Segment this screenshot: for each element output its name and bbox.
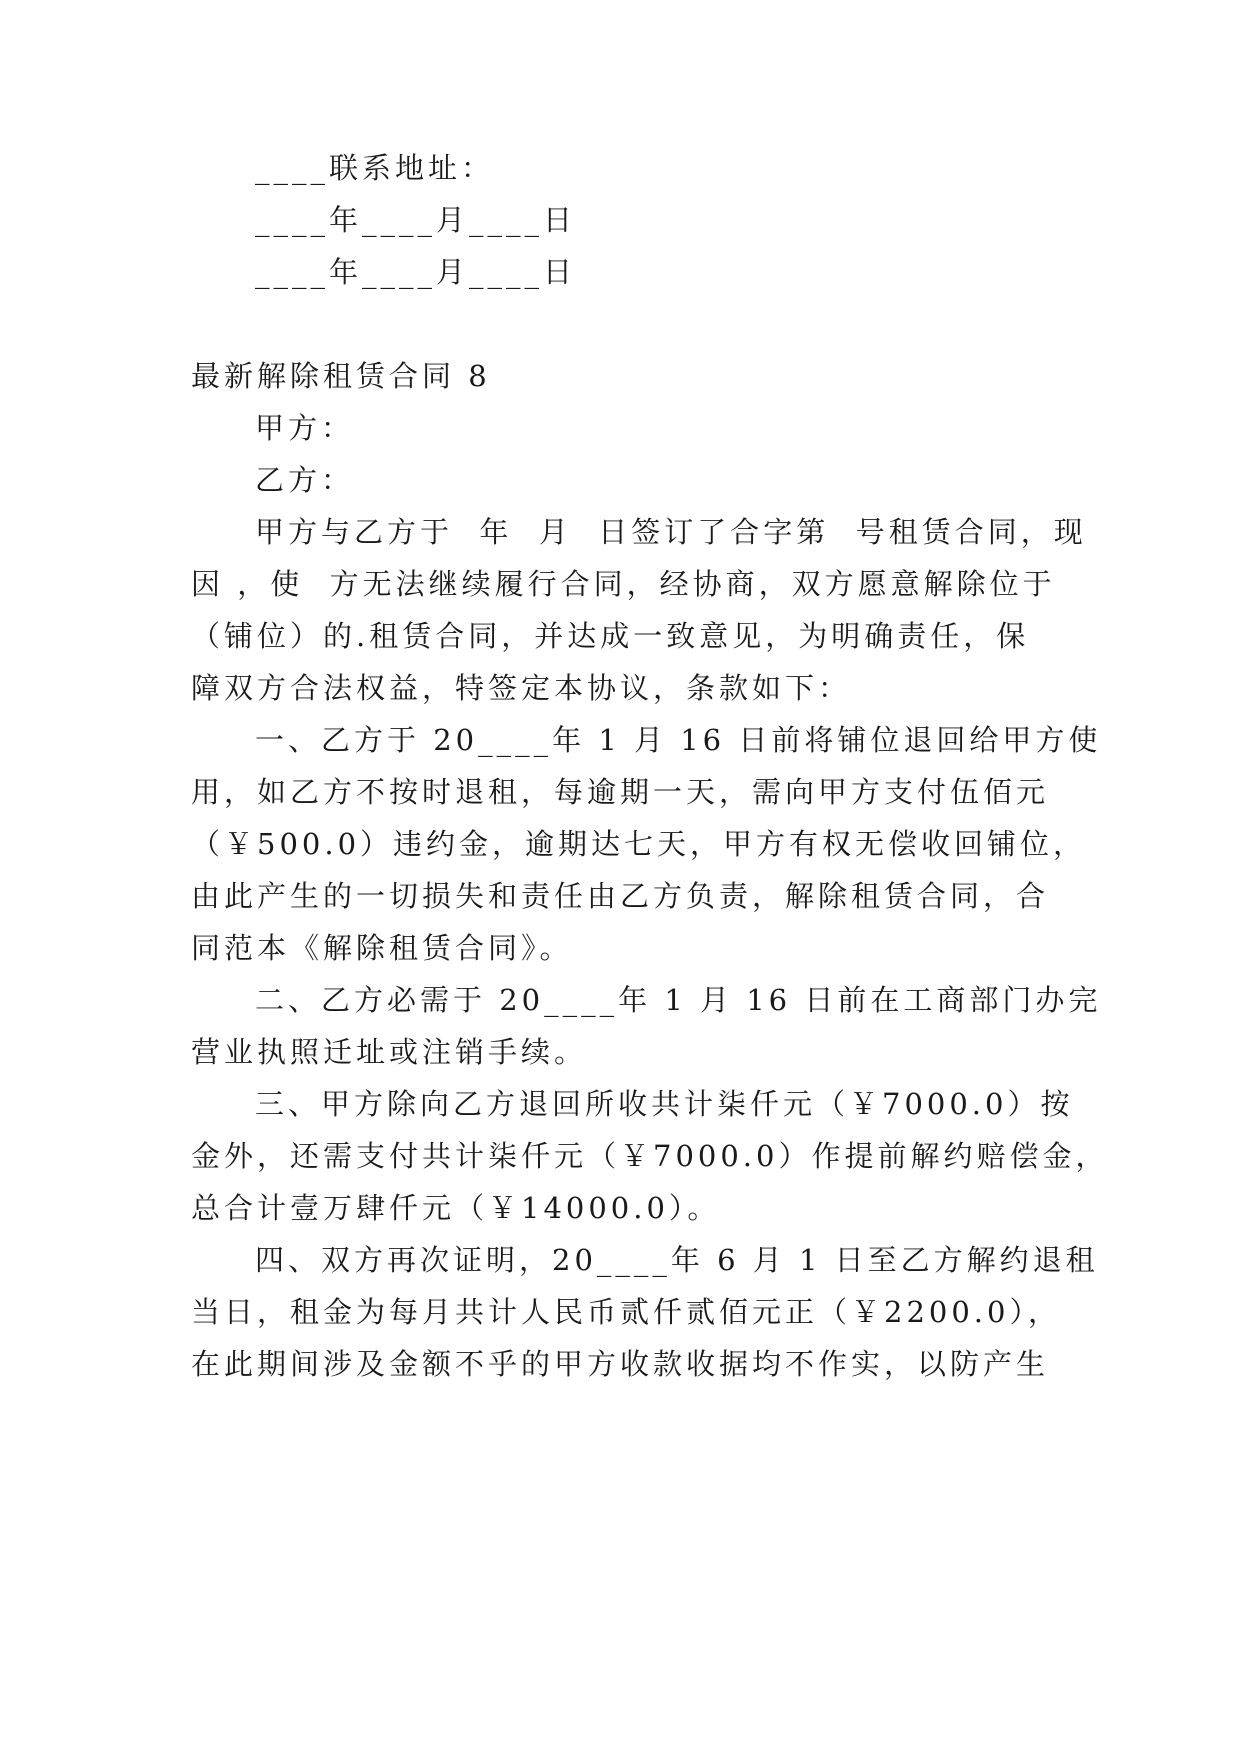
clause-1-line: 用，如乙方不按时退租，每逾期一天，需向甲方支付伍佰元 — [191, 775, 1050, 809]
clause-3-line: 金外，还需支付共计柒仟元（￥7000.0）作提前解约赔偿金， — [191, 1139, 1109, 1173]
document-title: 最新解除租赁合同 8 — [191, 359, 491, 393]
party-a-line: 甲方： — [255, 411, 355, 445]
clause-4-line: 四、双方再次证明，20____年 6 月 1 日至乙方解约退租 — [255, 1243, 1099, 1277]
clause-1-line: （￥500.0）违约金，逾期达七天，甲方有权无偿收回铺位， — [191, 827, 1087, 861]
clause-3-line: 总合计壹万肆仟元（￥14000.0）。 — [191, 1191, 721, 1225]
clause-1-line: 一、乙方于 20____年 1 月 16 日前将铺位退回给甲方使 — [255, 723, 1102, 757]
clause-2-line: 二、乙方必需于 20____年 1 月 16 日前在工商部门办完 — [255, 983, 1102, 1017]
clause-3-line: 三、甲方除向乙方退回所收共计柒仟元（￥7000.0）按 — [255, 1087, 1074, 1121]
clause-1-line: 由此产生的一切损失和责任由乙方负责，解除租赁合同，合 — [191, 879, 1050, 913]
date-line: ____年____月____日 — [255, 255, 577, 289]
date-line: ____年____月____日 — [255, 203, 577, 237]
paragraph-line: 甲方与乙方于 年 月 日签订了合字第 号租赁合同，现 — [255, 515, 1087, 549]
clause-1-line: 同范本《解除租赁合同》。 — [191, 931, 573, 965]
clause-2-line: 营业执照迁址或注销手续。 — [191, 1035, 588, 1069]
paragraph-line: 障双方合法权益，特签定本协议，条款如下： — [191, 671, 852, 705]
paragraph-line: （铺位）的.租赁合同，并达成一致意见，为明确责任，保 — [191, 619, 1030, 653]
clause-4-line: 当日，租金为每月共计人民币贰仟贰佰元正（￥2200.0）， — [191, 1295, 1061, 1329]
clause-4-line: 在此期间涉及金额不乎的甲方收款收据均不作实，以防产生 — [191, 1347, 1050, 1381]
contact-address-line: ____联系地址： — [255, 151, 495, 185]
party-b-line: 乙方： — [255, 463, 355, 497]
paragraph-line: 因 ，使 方无法继续履行合同，经协商，双方愿意解除位于 — [191, 567, 1056, 601]
